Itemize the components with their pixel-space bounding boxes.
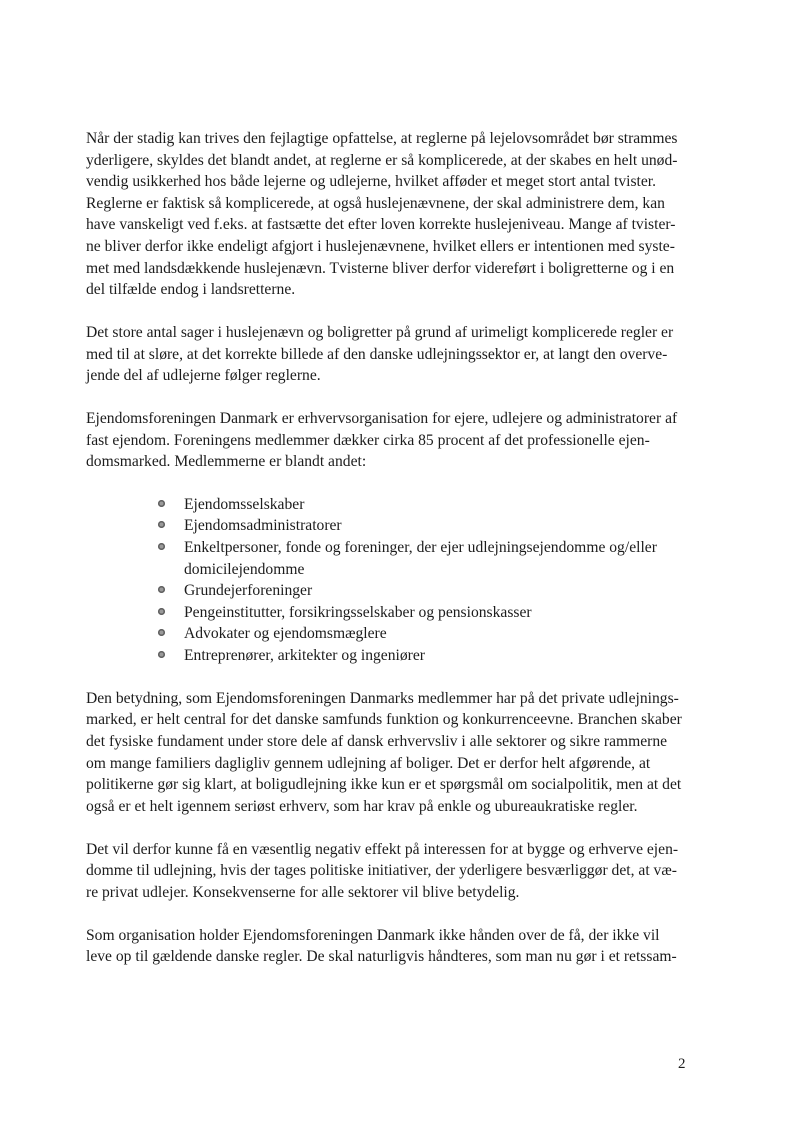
paragraph-1	[86, 128, 726, 301]
list-item-text: Ejendomsselskaber	[184, 495, 305, 513]
paragraph-spacer	[86, 387, 726, 408]
text-line: om mange familiers dagligliv gennem udlejning af boliger. Det er derfor helt afgørende, at	[86, 754, 651, 772]
text-line: domme til udlejning, hvis der tages politiske initiativer, der yderligere besværliggør det, at væ-	[86, 862, 677, 880]
paragraph-spacer	[86, 903, 726, 924]
page-number: 2	[678, 1056, 686, 1072]
text-line: Når der stadig kan trives den fejlagtige opfattelse, at reglerne på lejelovsområdet bør strammes	[86, 130, 678, 147]
text-line: Den betydning, som Ejendomsforeningen Danmarks medlemmer har på det private udlejnings-	[86, 689, 679, 707]
text-line: have vanskeligt ved f.eks. at fastsætte det efter loven korrekte huslejeniveau. Mange af tvister-	[86, 216, 676, 234]
paragraph-spacer	[86, 301, 726, 322]
text-line: vendig usikkerhed hos både lejerne og udlejerne, hvilket afføder et meget stort antal tvister.	[86, 173, 657, 191]
bullet-icon	[158, 586, 165, 593]
paragraph-3	[86, 408, 726, 473]
text-line: Som organisation holder Ejendomsforeningen Danmark ikke hånden over de få, der ikke vil	[86, 926, 660, 944]
list-item-text: domicilejendomme	[184, 560, 305, 578]
text-line: Ejendomsforeningen Danmark er erhvervsorganisation for ejere, udlejere og administratorer af	[86, 409, 678, 427]
text-line: jende del af udlejerne følger reglerne.	[86, 367, 321, 385]
paragraph-5	[86, 839, 726, 904]
list-item	[86, 580, 726, 602]
list-item	[86, 537, 726, 580]
bullet-icon	[158, 543, 165, 550]
list-item-text: Ejendomsadministratorer	[184, 517, 342, 535]
list-item-text: Advokater og ejendomsmæglere	[184, 625, 387, 643]
bullet-icon	[158, 629, 165, 636]
bullet-icon	[158, 651, 165, 658]
list-item-text: Grundejerforeninger	[184, 582, 313, 600]
text-line: også er et helt igennem seriøst erhverv, som har krav på enkle og ubureaukratiske regler.	[86, 797, 638, 815]
text-line: Reglerne er faktisk så komplicerede, at også huslejenævnene, der skal administrere dem, kan	[86, 194, 665, 212]
text-line: med til at sløre, at det korrekte billede af den danske udlejningssektor er, at langt den overve-	[86, 345, 668, 363]
document-page	[86, 128, 726, 968]
list-item-text: Enkeltpersoner, fonde og foreninger, der ejer udlejningsejendomme og/eller	[184, 539, 657, 557]
paragraph-spacer	[86, 667, 726, 688]
list-item	[86, 645, 726, 667]
bullet-icon	[158, 608, 165, 615]
paragraph-6	[86, 925, 726, 968]
text-line: domsmarked. Medlemmerne er blandt andet:	[86, 453, 367, 471]
list-item	[86, 494, 726, 516]
paragraph-spacer	[86, 473, 726, 494]
text-line: det fysiske fundament under store dele af dansk erhvervsliv i alle sektorer og sikre rammerne	[86, 733, 668, 750]
text-line: met med landsdækkende huslejenævn. Tvisterne bliver derfor videreført i boligretterne og i en	[86, 259, 675, 277]
paragraph-2	[86, 322, 726, 387]
text-line: Det store antal sager i huslejenævn og boligretter på grund af urimeligt komplicerede regler er	[86, 323, 674, 341]
list-item	[86, 515, 726, 537]
paragraph-spacer	[86, 817, 726, 838]
list-item	[86, 623, 726, 645]
list-item-text: Entreprenører, arkitekter og ingeniører	[184, 647, 425, 665]
text-line: yderligere, skyldes det blandt andet, at reglerne er så komplicerede, at der skabes en helt unød-	[86, 151, 678, 169]
text-line: Det vil derfor kunne få en væsentlig negativ effekt på interessen for at bygge og erhverve ejen-	[86, 840, 679, 858]
text-line: marked, er helt central for det danske samfunds funktion og konkurrenceevne. Branchen skaber	[86, 711, 682, 729]
text-line: ne bliver derfor ikke endeligt afgjort i huslejenævnene, hvilket ellers er intentionen med syste-	[86, 237, 675, 255]
text-line: re privat udlejer. Konsekvenserne for alle sektorer vil blive betydelig.	[86, 883, 520, 901]
bullet-icon	[158, 500, 165, 507]
text-line: politikerne gør sig klart, at boligudlejning ikke kun er et spørgsmål om socialpolitik, men at det	[86, 776, 682, 794]
member-list	[86, 494, 726, 667]
list-item	[86, 602, 726, 624]
paragraph-4	[86, 688, 726, 818]
text-line: fast ejendom. Foreningens medlemmer dækker cirka 85 procent af det professionelle ejen-	[86, 431, 650, 449]
text-line: del tilfælde endog i landsretterne.	[86, 281, 296, 299]
text-line: leve op til gældende danske regler. De skal naturligvis håndteres, som man nu gør i et retssam-	[86, 948, 677, 966]
bullet-icon	[158, 521, 165, 528]
list-item-text: Pengeinstitutter, forsikringsselskaber og pensionskasser	[184, 603, 532, 621]
